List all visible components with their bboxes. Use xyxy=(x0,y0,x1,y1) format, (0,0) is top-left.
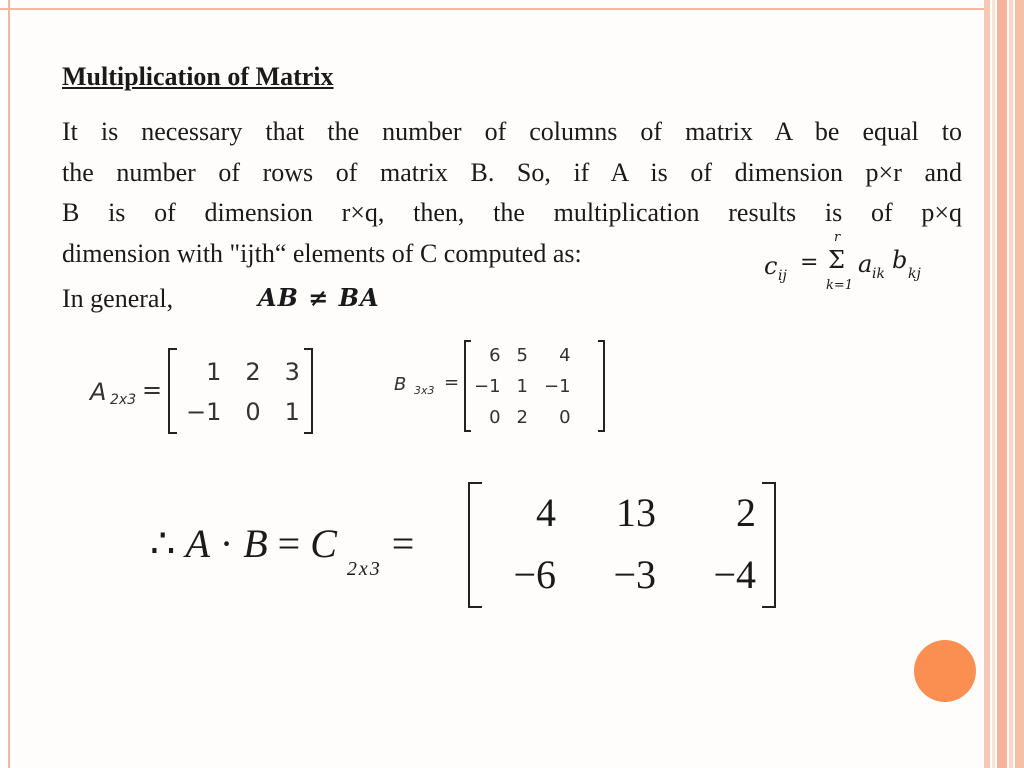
matrix-a-table xyxy=(174,352,312,432)
result-matrix-table xyxy=(482,482,768,606)
matrix-cell: −6 xyxy=(513,552,556,597)
matrix-cell: −1 xyxy=(474,376,501,397)
element-formula xyxy=(764,230,944,306)
matrix-cell: 2 xyxy=(245,358,261,386)
formula-sum-top: r xyxy=(834,230,841,245)
paragraph-line: the number of rows of matrix B. So, if A is of dimension p×r and xyxy=(62,157,962,187)
matrix-cell: −1 xyxy=(186,398,222,426)
matrix-cell: 1 xyxy=(516,376,528,397)
right-bracket-icon xyxy=(598,340,605,432)
matrix-cell: −3 xyxy=(613,552,656,597)
matrix-cell: 6 xyxy=(489,345,501,366)
matrix-cell: 5 xyxy=(516,345,528,366)
slide-title: Multiplication of Matrix xyxy=(62,62,334,91)
matrix-b-name: B xyxy=(394,374,407,395)
result-dim: 2x3 xyxy=(346,558,382,580)
left-bracket-icon xyxy=(468,482,482,608)
matrix-b-table xyxy=(466,340,579,433)
matrix-cell: 1 xyxy=(284,398,300,426)
matrix-cell: −4 xyxy=(713,552,756,597)
matrix-b-equals: = xyxy=(444,372,460,393)
slide-frame-left xyxy=(0,0,10,768)
matrix-row xyxy=(466,371,579,402)
result-lhs-a: A xyxy=(185,521,210,566)
paragraph-line: B is of dimension r×q, then, the multiplication results is of p×q xyxy=(62,198,962,228)
right-bracket-icon xyxy=(762,482,776,608)
matrix-a-dim: 2x3 xyxy=(110,392,137,408)
decorative-stripes xyxy=(984,0,1024,768)
matrix-row xyxy=(466,402,579,433)
paragraph-line: dimension with "ijth“ elements of C computed as: xyxy=(62,239,582,269)
matrix-cell: 4 xyxy=(536,490,556,535)
matrix-a-name: A xyxy=(90,378,107,406)
matrix-cell: −1 xyxy=(544,376,571,397)
matrix-row xyxy=(174,392,312,432)
formula-c: c xyxy=(764,252,778,280)
formula-equals: = xyxy=(800,250,819,275)
formula-kj: kj xyxy=(908,266,921,282)
formula-b: b xyxy=(892,246,908,274)
matrix-cell: 0 xyxy=(559,407,571,428)
matrix-row xyxy=(482,544,768,606)
matrix-a-equals: = xyxy=(142,376,163,404)
decorative-circle-icon xyxy=(914,640,976,702)
matrix-row xyxy=(466,340,579,371)
inequality-formula: AB ≠ BA xyxy=(258,283,380,312)
matrix-b-dim: 3x3 xyxy=(414,384,435,397)
matrix-row xyxy=(174,352,312,392)
right-bracket-icon xyxy=(304,348,313,434)
result-equation xyxy=(150,520,415,580)
matrix-cell: 3 xyxy=(284,358,300,386)
formula-ij: ij xyxy=(778,268,787,284)
result-equals-2: = xyxy=(391,521,415,566)
matrix-cell: 1 xyxy=(206,358,222,386)
result-equals: = xyxy=(277,521,301,566)
dot-operator: · xyxy=(219,521,234,566)
matrix-a-definition xyxy=(90,348,330,438)
matrix-cell: 0 xyxy=(245,398,261,426)
slide-frame-top xyxy=(0,0,986,10)
matrix-cell: 0 xyxy=(489,407,501,428)
sigma-icon: Σ xyxy=(828,246,845,274)
result-c: C xyxy=(310,521,337,566)
in-general-label: In general, xyxy=(62,284,174,313)
matrix-cell: 13 xyxy=(616,490,656,535)
matrix-row xyxy=(482,482,768,544)
paragraph-line: It is necessary that the number of columns of matrix A be equal to xyxy=(62,117,962,146)
formula-a: a xyxy=(858,250,873,278)
matrix-cell: 2 xyxy=(516,407,528,428)
formula-sum-bottom: k=1 xyxy=(826,278,854,293)
matrix-cell: 2 xyxy=(736,490,756,535)
result-lhs-b: B xyxy=(243,521,268,566)
therefore-icon: ∴ xyxy=(150,521,176,566)
matrix-b-definition xyxy=(394,338,624,438)
matrix-cell: 4 xyxy=(559,345,571,366)
formula-ik: ik xyxy=(872,266,885,282)
